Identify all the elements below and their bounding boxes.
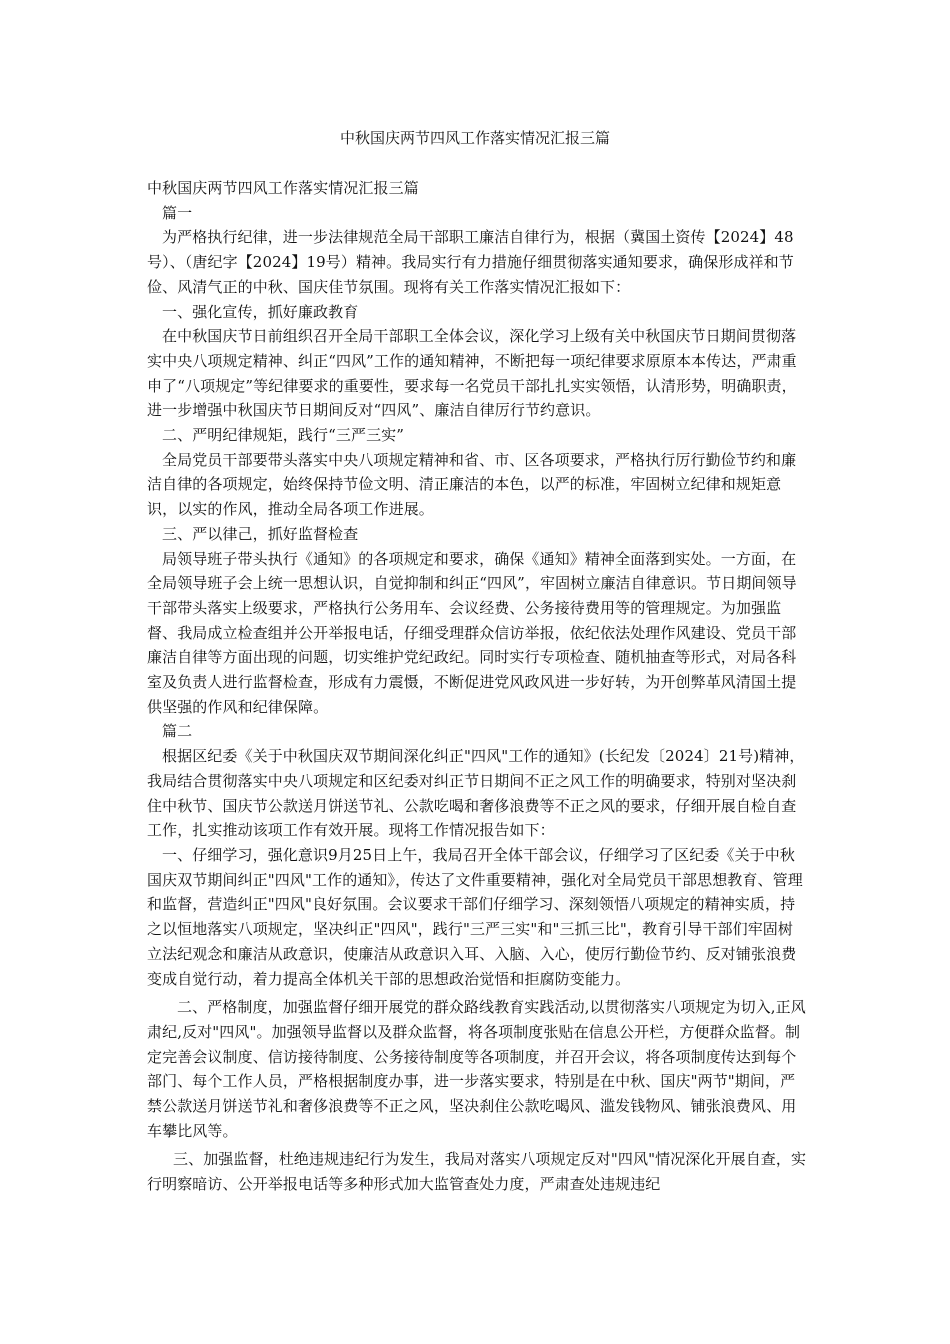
subheading: 三、严以律己，抓好监督检查 xyxy=(162,524,359,543)
section-label: 篇一 xyxy=(162,203,193,222)
document-heading: 中秋国庆两节四风工作落实情况汇报三篇 xyxy=(147,179,419,197)
section-label: 篇二 xyxy=(162,722,193,741)
page-title: 中秋国庆两节四风工作落实情况汇报三篇 xyxy=(339,129,610,147)
paragraph: 在中秋国庆节日前组织召开全局干部职工全体会议，深化学习上级有关中秋国庆节日期间贯彻落实中央八项规定精神、纠正“四风”工作的通知精神，不断把每一项纪律要求原原本本传达，严肃重申了“八项规定”等纪律要求的重要性，要求每一名党员干部扎扎实实领悟，认清形势，明确职责，进一步增强中秋国庆节日期间反对“四风”、廉洁自律厉行节约意识。 xyxy=(147,327,797,420)
paragraph: 根据区纪委《关于中秋国庆双节期间深化纠正"四风"工作的通知》(长纪发〔2024〕21号)精神，我局结合贯彻落实中央八项规定和区纪委对纠正节日期间不正之风工作的明确要求，特别对坚决刹住中秋节、国庆节公款送月饼送节礼、公款吃喝和奢侈浪费等不正之风的要求，仔细开展自检自查工作，扎实推动该项工作有效开展。现将工作情况报告如下： xyxy=(147,747,805,840)
document-body xyxy=(147,176,807,1197)
paragraph: 为严格执行纪律，进一步法律规范全局干部职工廉洁自律行为，根据（冀国土资传【2024】48号）、（唐纪字【2024】19号）精神。我局实行有力措施仔细贯彻落实通知要求，确保形成祥和节俭、风清气正的中秋、国庆佳节氛围。现将有关工作落实情况汇报如下： xyxy=(147,228,794,296)
paragraph: 一、仔细学习，强化意识9月25日上午，我局召开全体干部会议，仔细学习了区纪委《关于中秋国庆双节期间纠正"四风"工作的通知》，传达了文件重要精神，强化对全局党员干部思想教育、管理和监督，营造纠正"四风"良好氛围。会议要求干部们仔细学习、深刻领悟八项规定的精神实质，持之以恒地落实八项规定，坚决纠正"四风"，践行"三严三实"和"三抓三比"，教育引导干部们牢固树立法纪观念和廉洁从政意识，使廉洁从政意识入耳、入脑、入心，使厉行勤俭节约、反对铺张浪费变成自觉行动，着力提高全体机关干部的思想政治觉悟和拒腐防变能力。 xyxy=(147,845,803,988)
paragraph: 局领导班子带头执行《通知》的各项规定和要求，确保《通知》精神全面落到实处。一方面，在全局领导班子会上统一思想认识，自觉抑制和纠正“四风”，牢固树立廉洁自律意识。节日期间领导干部带头落实上级要求，严格执行公务用车、会议经费、公务接待费用等的管理规定。为加强监督、我局成立检查组并公开举报电话，仔细受理群众信访举报，依纪依法处理作风建设、党员干部廉洁自律等方面出现的问题，切实维护党纪政纪。同时实行专项检查、随机抽查等形式，对局各科室及负责人进行监督检查，形成有力震慑，不断促进党风政风进一步好转，为开创弊革风清国土提供坚强的作风和纪律保障。 xyxy=(147,549,797,716)
paragraph: 三、加强监督，杜绝违规违纪行为发生，我局对落实八项规定反对"四风"情况深化开展自查，实行明察暗访、公开举报电话等多种形式加大监管查处力度，严肃查处违规违纪 xyxy=(147,1150,807,1194)
paragraph: 全局党员干部要带头落实中央八项规定精神和省、市、区各项要求，严格执行厉行勤俭节约和廉洁自律的各项规定，始终保持节俭文明、清正廉洁的本色，以严的标准，牢固树立纪律和规矩意识，以实的作风，推动全局各项工作进展。 xyxy=(147,450,797,519)
paragraph: 二、严格制度，加强监督仔细开展党的群众路线教育实践活动,以贯彻落实八项规定为切入,正风肃纪,反对"四风"。加强领导监督以及群众监督，将各项制度张贴在信息公开栏，方便群众监督。制定完善会议制度、信访接待制度、公务接待制度等各项制度，并召开会议，将各项制度传达到每个部门、每个工作人员，严格根据制度办事，进一步落实要求，特别是在中秋、国庆"两节"期间，严禁公款送月饼送节礼和奢侈浪费等不正之风，坚决刹住公款吃喝风、滥发钱物风、铺张浪费风、用车攀比风等。 xyxy=(147,998,806,1140)
subheading: 二、严明纪律规矩，践行“三严三实” xyxy=(162,426,405,445)
subheading: 一、强化宣传，抓好廉政教育 xyxy=(162,302,359,321)
